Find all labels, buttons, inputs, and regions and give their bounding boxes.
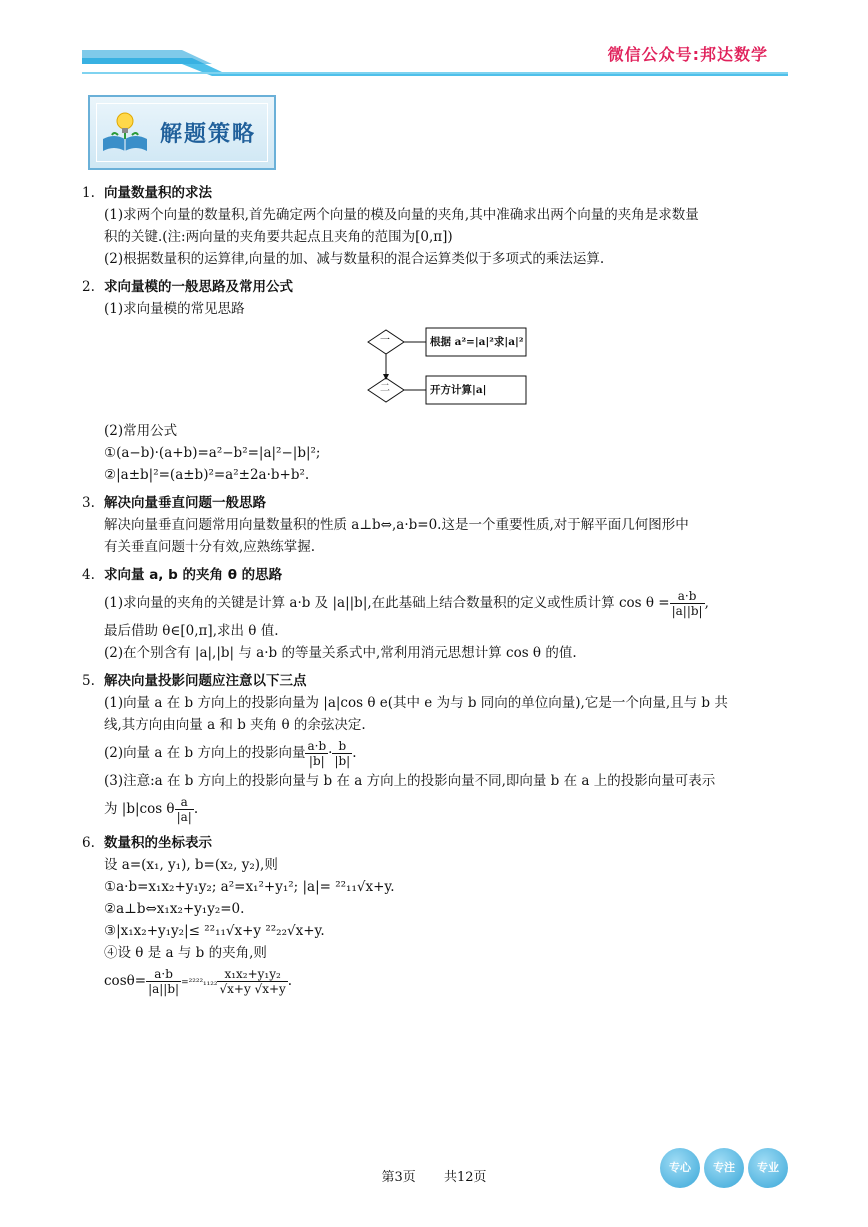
text-line: (1)求向量模的常见思路 — [104, 301, 245, 317]
text-line: (2)在个别含有 |a|,|b| 与 a·b 的等量关系式中,常利用消元思想计算 cos θ 的值. — [104, 645, 577, 661]
text-line: (2)常用公式 — [104, 423, 178, 439]
badge: 专心 — [660, 1148, 700, 1188]
flow-node-2: 二 — [380, 383, 390, 394]
fraction: $\frac{a\cdot b}{|b|}$ — [307, 739, 327, 768]
section-title: 数量积的坐标表示 — [104, 835, 212, 851]
section-5: 5. 解决向量投影问题应注意以下三点 (1)向量 a 在 b 方向上的投影向量为 |a|cos θ e(其中 e 为与 b 同向的单位向量),它是一个向量,且与 b 共 线,其方向由向量 a 和 b 夹角 θ 的余弦决定. (2)向量 a 在 b 方向上的投影向量 $\frac{a\cdot b}{|b|}$ · $\frac{b}{|b|}$ . (3)注意:a 在 b 方向上的投影向量与 b 在 a 方向上的投影向量不同,即向量 b 在 a 上的投影向量可表示 为 |b|cos θ $\frac{a}{|a|}$ . — [82, 670, 792, 826]
fraction: $\frac{a\cdot b}{|a||b|}$ — [148, 967, 180, 996]
text-line: 解决向量垂直问题常用向量数量积的性质 a⊥b⇔,a·b=0.这是一个重要性质,对于解平面几何图形中 — [104, 517, 689, 533]
section-title: 求向量模的一般思路及常用公式 — [104, 279, 293, 295]
flow-box-2: 开方计算|a| — [430, 384, 487, 396]
text-line: (3)注意:a 在 b 方向上的投影向量与 b 在 a 方向上的投影向量不同,即向量 b 在 a 上的投影向量可表示 — [104, 773, 716, 789]
text-line: (1)向量 a 在 b 方向上的投影向量为 |a|cos θ e(其中 e 为与 b 同向的单位向量),它是一个向量,且与 b 共 — [104, 695, 728, 711]
text-line: (2)根据数量积的运算律,向量的加、减与数量积的混合运算类似于多项式的乘法运算. — [104, 251, 605, 267]
formula-line: ①(a−b)·(a+b)=a²−b²=|a|²−|b|²; — [104, 445, 321, 461]
badge: 专业 — [748, 1148, 788, 1188]
text-line: 有关垂直问题十分有效,应熟练掌握. — [104, 539, 316, 555]
fraction: $\frac{a}{|a|}$ — [176, 795, 192, 824]
section-number: 6. — [82, 835, 95, 851]
flow-node-1: 一 — [380, 335, 390, 346]
page-number: 第3页 — [381, 1170, 416, 1185]
text-line: 为 |b|cos θ — [104, 801, 175, 817]
formula-text: cosθ= — [104, 973, 147, 989]
text-line: 设 a=(x₁, y₁), b=(x₂, y₂),则 — [104, 857, 278, 873]
text-line: ④设 θ 是 a 与 b 的夹角,则 — [104, 945, 267, 961]
section-number: 2. — [82, 279, 95, 295]
section-3 — [82, 492, 792, 558]
section-6: 6. 数量积的坐标表示 设 a=(x₁, y₁), b=(x₂, y₂),则 ①a·b=x₁x₂+y₁y₂; a²=x₁²+y₁²; |a|= ²²₁₁√x+y. ②a⊥b⇔x₁x₂+y₁y₂=0. ③|x₁x₂+y₁y₂|≤ ²²₁₁√x+y ²²₂₂√x+y. ④设 θ 是 a 与 b 的夹角,则 cosθ= $\frac{a\cdot b}{|a||b|}$ =²²²²₁₁₂₂ $\frac{\text{x₁x₂+y₁y₂}}{√x+y √x+y}$ . — [82, 832, 792, 1000]
section-1 — [82, 182, 792, 270]
banner-title: 解题策略 — [160, 122, 257, 147]
section-2 — [82, 276, 792, 486]
page-total: 共12页 — [443, 1170, 487, 1185]
badge-group — [656, 1148, 788, 1188]
formula-line: ②a⊥b⇔x₁x₂+y₁y₂=0. — [104, 901, 245, 917]
formula-text: =²²²²₁₁₂₂ — [181, 978, 218, 988]
fraction: $\frac{a\cdot b}{|a||b|}$ — [671, 589, 703, 618]
section-number: 4. — [82, 567, 95, 583]
section-title: 向量数量积的求法 — [104, 185, 212, 201]
text-line: (1)求两个向量的数量积,首先确定两个向量的模及向量的夹角,其中准确求出两个向量的夹角是求数量 — [104, 207, 699, 223]
badge: 专注 — [704, 1148, 744, 1188]
fraction: $\frac{\text{x₁x₂+y₁y₂}}{√x+y √x+y}$ — [219, 967, 286, 996]
text-line: 最后借助 θ∈[0,π],求出 θ 值. — [104, 623, 279, 639]
formula-line: ②|a±b|²=(a±b)²=a²±2a·b+b². — [104, 467, 310, 483]
text-line: 积的关键.(注:两向量的夹角要共起点且夹角的范围为[0,π]) — [104, 229, 453, 245]
text-line: (1)求向量的夹角的关键是计算 a·b 及 |a||b|,在此基础上结合数量积的定义或性质计算 cos θ = — [104, 595, 670, 611]
header-title: 微信公众号:邦达数学 — [607, 45, 768, 64]
fraction: $\frac{b}{|b|}$ — [334, 739, 351, 768]
text-line: (2)向量 a 在 b 方向上的投影向量 — [104, 745, 306, 761]
section-number: 1. — [82, 185, 95, 201]
section-number: 3. — [82, 495, 95, 511]
formula-line: ①a·b=x₁x₂+y₁y₂; a²=x₁²+y₁²; |a|= ²²₁₁√x+y. — [104, 879, 395, 895]
book-lightbulb-icon — [100, 109, 150, 157]
section-number: 5. — [82, 673, 95, 689]
section-4: 4. 求向量 a, b 的夹角 θ 的思路 (1)求向量的夹角的关键是计算 a·b 及 |a||b|,在此基础上结合数量积的定义或性质计算 cos θ = $\frac{a\cdot b}{|a||b|}$ , 最后借助 θ∈[0,π],求出 θ 值. (2)在个别含有 |a|,|b| 与 a·b 的等量关系式中,常利用消元思想计算 cos θ 的值. — [82, 564, 792, 664]
section-title: 解决向量垂直问题一般思路 — [104, 495, 266, 511]
formula-line: ③|x₁x₂+y₁y₂|≤ ²²₁₁√x+y ²²₂₂√x+y. — [104, 923, 325, 939]
strategy-banner — [88, 95, 276, 170]
content — [82, 182, 792, 1006]
section-title: 解决向量投影问题应注意以下三点 — [104, 673, 307, 689]
section-title: 求向量 a, b 的夹角 θ 的思路 — [104, 567, 283, 583]
flow-box-1: 根据 a²=|a|²求|a|² — [430, 336, 524, 348]
flowchart — [82, 324, 792, 416]
text-line: 线,其方向由向量 a 和 b 夹角 θ 的余弦决定. — [104, 717, 366, 733]
